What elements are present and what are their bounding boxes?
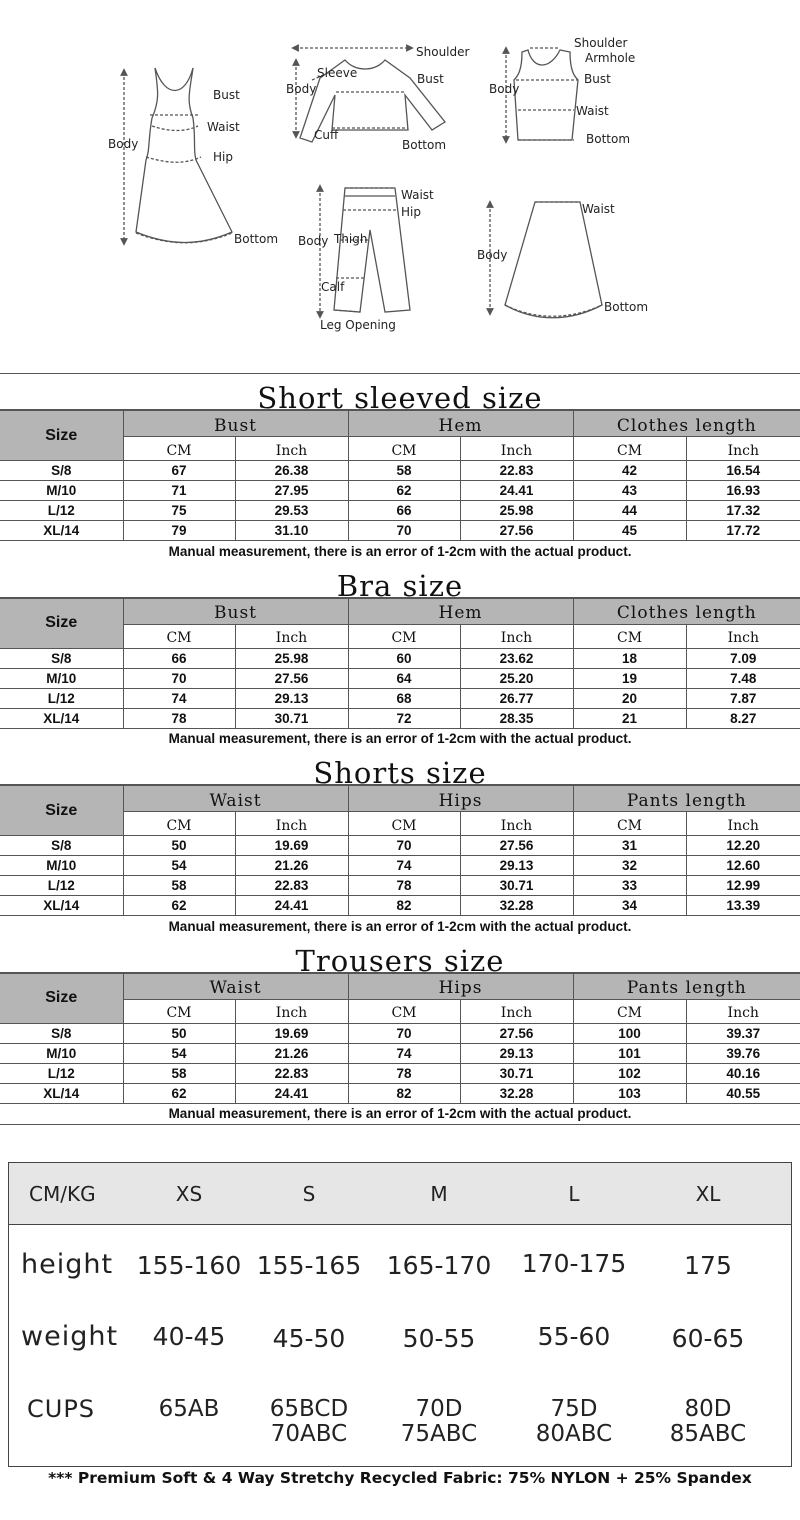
value-cell: 7.87 (686, 688, 800, 708)
size-section (0, 749, 800, 937)
value-cell: 42 (573, 461, 686, 481)
fit-row-label-cups: CUPS (27, 1395, 96, 1423)
fit-value: 55-60 (537, 1322, 611, 1351)
garment-sketches (0, 0, 800, 365)
fit-cups-value: 75D 80ABC (535, 1396, 613, 1447)
size-cell: L/12 (0, 688, 123, 708)
size-column-header: Size (0, 598, 123, 648)
longsleeve-shoulder-label: Shoulder (416, 45, 470, 59)
value-cell: 29.13 (235, 688, 348, 708)
measurement-note: Manual measurement, there is an error of 1-2cm with the actual product. (0, 1103, 800, 1124)
longsleeve-bottom-label: Bottom (402, 138, 447, 152)
section-title: Short sleeved size (0, 374, 800, 410)
value-cell: 26.38 (235, 461, 348, 481)
table-row (0, 1083, 800, 1103)
value-cell: 79 (123, 521, 235, 541)
table-row (0, 668, 800, 688)
value-cell: 7.09 (686, 648, 800, 668)
value-cell: 103 (573, 1083, 686, 1103)
value-cell: 58 (123, 1063, 235, 1083)
dress-hip-label: Hip (213, 150, 233, 164)
size-cell: S/8 (0, 648, 123, 668)
value-cell: 74 (348, 856, 460, 876)
unit-inch: Inch (686, 437, 800, 461)
skirt-bottom-label: Bottom (604, 300, 649, 314)
fit-size-header: XS (175, 1182, 203, 1206)
value-cell: 22.83 (235, 1063, 348, 1083)
size-cell: XL/14 (0, 521, 123, 541)
value-cell: 17.32 (686, 501, 800, 521)
table-row (0, 856, 800, 876)
measurement-note: Manual measurement, there is an error of 1-2cm with the actual product. (0, 728, 800, 749)
unit-cm: CM (348, 437, 460, 461)
value-cell: 67 (123, 461, 235, 481)
group-header: Clothes length (573, 411, 800, 437)
value-cell: 54 (123, 1043, 235, 1063)
value-cell: 33 (573, 876, 686, 896)
fit-corner-label: CM/KG (29, 1182, 96, 1206)
value-cell: 31 (573, 836, 686, 856)
unit-inch: Inch (686, 812, 800, 836)
value-cell: 18 (573, 648, 686, 668)
unit-cm: CM (573, 437, 686, 461)
longsleeve-cuff-label: Cuff (314, 128, 339, 142)
value-cell: 70 (348, 1023, 460, 1043)
unit-inch: Inch (460, 437, 573, 461)
longsleeve-bust-label: Bust (417, 72, 444, 86)
value-cell: 27.56 (235, 668, 348, 688)
value-cell: 72 (348, 708, 460, 728)
value-cell: 29.53 (235, 501, 348, 521)
group-header: Hem (348, 411, 573, 437)
value-cell: 23.62 (460, 648, 573, 668)
value-cell: 31.10 (235, 521, 348, 541)
value-cell: 60 (348, 648, 460, 668)
dress-bottom-label: Bottom (234, 232, 279, 246)
fit-cups-value: 80D 85ABC (669, 1396, 747, 1447)
value-cell: 64 (348, 668, 460, 688)
size-cell: XL/14 (0, 708, 123, 728)
value-cell: 21 (573, 708, 686, 728)
value-cell: 28.35 (460, 708, 573, 728)
value-cell: 13.39 (686, 896, 800, 916)
value-cell: 22.83 (460, 461, 573, 481)
value-cell: 66 (348, 501, 460, 521)
table-row (0, 688, 800, 708)
tank-waist-label: Waist (576, 104, 609, 118)
value-cell: 27.56 (460, 1023, 573, 1043)
tank-armhole-label: Armhole (585, 51, 636, 65)
value-cell: 24.41 (235, 1083, 348, 1103)
fit-value: 155-160 (136, 1251, 242, 1280)
size-cell: S/8 (0, 461, 123, 481)
value-cell: 19.69 (235, 1023, 348, 1043)
measurement-note: Manual measurement, there is an error of 1-2cm with the actual product. (0, 541, 800, 562)
fit-size-header: S (302, 1182, 316, 1206)
fit-value: 165-170 (386, 1251, 492, 1280)
section-title: Trousers size (0, 937, 800, 973)
tank-shoulder-label: Shoulder (574, 36, 628, 50)
size-table (0, 410, 800, 562)
value-cell: 30.71 (460, 1063, 573, 1083)
fit-cups-value: 65AB (158, 1396, 220, 1422)
group-header: Waist (123, 973, 348, 999)
value-cell: 32.28 (460, 896, 573, 916)
value-cell: 40.55 (686, 1083, 800, 1103)
fit-value: 175 (684, 1251, 732, 1280)
unit-inch: Inch (460, 999, 573, 1023)
fit-size-header: L (568, 1182, 580, 1206)
unit-inch: Inch (686, 999, 800, 1023)
size-tables (0, 373, 800, 1125)
group-header: Bust (123, 598, 348, 624)
value-cell: 7.48 (686, 668, 800, 688)
tank-bottom-label: Bottom (586, 132, 631, 146)
value-cell: 29.13 (460, 1043, 573, 1063)
value-cell: 71 (123, 481, 235, 501)
unit-inch: Inch (235, 437, 348, 461)
value-cell: 19 (573, 668, 686, 688)
table-row (0, 708, 800, 728)
value-cell: 66 (123, 648, 235, 668)
group-header: Hips (348, 786, 573, 812)
group-header: Waist (123, 786, 348, 812)
size-cell: M/10 (0, 668, 123, 688)
size-table (0, 973, 800, 1125)
skirt-waist-label: Waist (582, 202, 615, 216)
fit-value: 155-165 (256, 1251, 362, 1280)
value-cell: 34 (573, 896, 686, 916)
value-cell: 39.76 (686, 1043, 800, 1063)
value-cell: 12.60 (686, 856, 800, 876)
size-section (0, 937, 800, 1125)
table-row (0, 1023, 800, 1043)
value-cell: 100 (573, 1023, 686, 1043)
value-cell: 25.20 (460, 668, 573, 688)
size-table (0, 785, 800, 937)
table-row (0, 1063, 800, 1083)
value-cell: 45 (573, 521, 686, 541)
value-cell: 74 (348, 1043, 460, 1063)
unit-cm: CM (348, 624, 460, 648)
group-header: Bust (123, 411, 348, 437)
pants-thigh-label: Thigh (334, 232, 368, 246)
unit-cm: CM (573, 999, 686, 1023)
fit-row-label-height: height (21, 1249, 114, 1280)
fit-table (8, 1162, 792, 1467)
fit-size-header: M (430, 1182, 448, 1206)
value-cell: 25.98 (460, 501, 573, 521)
value-cell: 82 (348, 896, 460, 916)
value-cell: 30.71 (235, 708, 348, 728)
value-cell: 29.13 (460, 856, 573, 876)
value-cell: 19.69 (235, 836, 348, 856)
value-cell: 58 (348, 461, 460, 481)
value-cell: 12.20 (686, 836, 800, 856)
value-cell: 78 (348, 876, 460, 896)
unit-inch: Inch (235, 812, 348, 836)
value-cell: 27.95 (235, 481, 348, 501)
group-header: Pants length (573, 973, 800, 999)
unit-inch: Inch (460, 812, 573, 836)
value-cell: 62 (123, 896, 235, 916)
pants-body-label: Body (298, 234, 329, 248)
unit-cm: CM (573, 812, 686, 836)
pants-leg-opening-label: Leg Opening (320, 318, 396, 332)
size-cell: S/8 (0, 836, 123, 856)
fit-value: 40-45 (152, 1322, 226, 1351)
value-cell: 70 (348, 836, 460, 856)
value-cell: 70 (123, 668, 235, 688)
table-row (0, 521, 800, 541)
unit-cm: CM (123, 999, 235, 1023)
size-cell: XL/14 (0, 1083, 123, 1103)
value-cell: 21.26 (235, 856, 348, 876)
size-section (0, 374, 800, 562)
value-cell: 78 (123, 708, 235, 728)
size-table (0, 598, 800, 750)
pants-hip-label: Hip (401, 205, 421, 219)
dress-bust-label: Bust (213, 88, 240, 102)
unit-inch: Inch (235, 624, 348, 648)
value-cell: 24.41 (235, 896, 348, 916)
fit-row-label-weight: weight (21, 1321, 119, 1352)
table-row (0, 836, 800, 856)
value-cell: 68 (348, 688, 460, 708)
fit-value: 45-50 (272, 1324, 346, 1353)
section-title: Bra size (0, 562, 800, 598)
unit-cm: CM (573, 624, 686, 648)
measurement-note: Manual measurement, there is an error of 1-2cm with the actual product. (0, 916, 800, 937)
value-cell: 8.27 (686, 708, 800, 728)
value-cell: 78 (348, 1063, 460, 1083)
value-cell: 25.98 (235, 648, 348, 668)
fit-cups-value: 70D 75ABC (400, 1396, 478, 1447)
table-row (0, 481, 800, 501)
fit-value: 60-65 (671, 1324, 745, 1353)
value-cell: 17.72 (686, 521, 800, 541)
size-cell: S/8 (0, 1023, 123, 1043)
size-column-header: Size (0, 786, 123, 836)
size-column-header: Size (0, 411, 123, 461)
value-cell: 50 (123, 1023, 235, 1043)
value-cell: 102 (573, 1063, 686, 1083)
fabric-note: *** Premium Soft & 4 Way Stretchy Recycled Fabric: 75% NYLON + 25% Spandex (48, 1469, 752, 1487)
fit-value: 50-55 (402, 1324, 476, 1353)
value-cell: 39.37 (686, 1023, 800, 1043)
unit-cm: CM (123, 812, 235, 836)
value-cell: 40.16 (686, 1063, 800, 1083)
value-cell: 27.56 (460, 836, 573, 856)
dress-body-label: Body (108, 137, 139, 151)
size-cell: M/10 (0, 481, 123, 501)
unit-cm: CM (123, 437, 235, 461)
size-cell: L/12 (0, 1063, 123, 1083)
dress-waist-label: Waist (207, 120, 240, 134)
table-row (0, 1043, 800, 1063)
value-cell: 26.77 (460, 688, 573, 708)
value-cell: 32 (573, 856, 686, 876)
value-cell: 62 (348, 481, 460, 501)
value-cell: 21.26 (235, 1043, 348, 1063)
group-header: Pants length (573, 786, 800, 812)
value-cell: 74 (123, 688, 235, 708)
fit-size-header: XL (695, 1182, 721, 1206)
group-header: Hips (348, 973, 573, 999)
section-title: Shorts size (0, 749, 800, 785)
value-cell: 32.28 (460, 1083, 573, 1103)
unit-inch: Inch (686, 624, 800, 648)
table-row (0, 876, 800, 896)
fit-header (9, 1163, 791, 1225)
value-cell: 27.56 (460, 521, 573, 541)
value-cell: 70 (348, 521, 460, 541)
unit-inch: Inch (235, 999, 348, 1023)
table-row (0, 501, 800, 521)
fit-cups-value: 65BCD 70ABC (269, 1396, 349, 1447)
unit-cm: CM (123, 624, 235, 648)
unit-inch: Inch (460, 624, 573, 648)
size-column-header: Size (0, 973, 123, 1023)
fit-value: 170-175 (521, 1249, 627, 1278)
size-section (0, 562, 800, 750)
tank-body-label: Body (489, 82, 520, 96)
value-cell: 24.41 (460, 481, 573, 501)
value-cell: 16.93 (686, 481, 800, 501)
skirt-body-label: Body (477, 248, 508, 262)
value-cell: 54 (123, 856, 235, 876)
value-cell: 50 (123, 836, 235, 856)
table-row (0, 648, 800, 668)
value-cell: 20 (573, 688, 686, 708)
value-cell: 12.99 (686, 876, 800, 896)
value-cell: 44 (573, 501, 686, 521)
group-header: Clothes length (573, 598, 800, 624)
unit-cm: CM (348, 999, 460, 1023)
value-cell: 82 (348, 1083, 460, 1103)
value-cell: 75 (123, 501, 235, 521)
size-cell: XL/14 (0, 896, 123, 916)
value-cell: 16.54 (686, 461, 800, 481)
value-cell: 43 (573, 481, 686, 501)
pants-waist-label: Waist (401, 188, 434, 202)
measurement-diagrams (0, 0, 800, 365)
value-cell: 58 (123, 876, 235, 896)
size-cell: L/12 (0, 876, 123, 896)
size-cell: M/10 (0, 1043, 123, 1063)
pants-sketch (320, 188, 410, 315)
pants-calf-label: Calf (321, 280, 345, 294)
tank-bust-label: Bust (584, 72, 611, 86)
unit-cm: CM (348, 812, 460, 836)
value-cell: 62 (123, 1083, 235, 1103)
longsleeve-sleeve-label: Sleeve (317, 66, 358, 80)
table-row (0, 896, 800, 916)
value-cell: 22.83 (235, 876, 348, 896)
size-cell: M/10 (0, 856, 123, 876)
value-cell: 30.71 (460, 876, 573, 896)
size-cell: L/12 (0, 501, 123, 521)
group-header: Hem (348, 598, 573, 624)
longsleeve-body-label: Body (286, 82, 317, 96)
value-cell: 101 (573, 1043, 686, 1063)
table-row (0, 461, 800, 481)
